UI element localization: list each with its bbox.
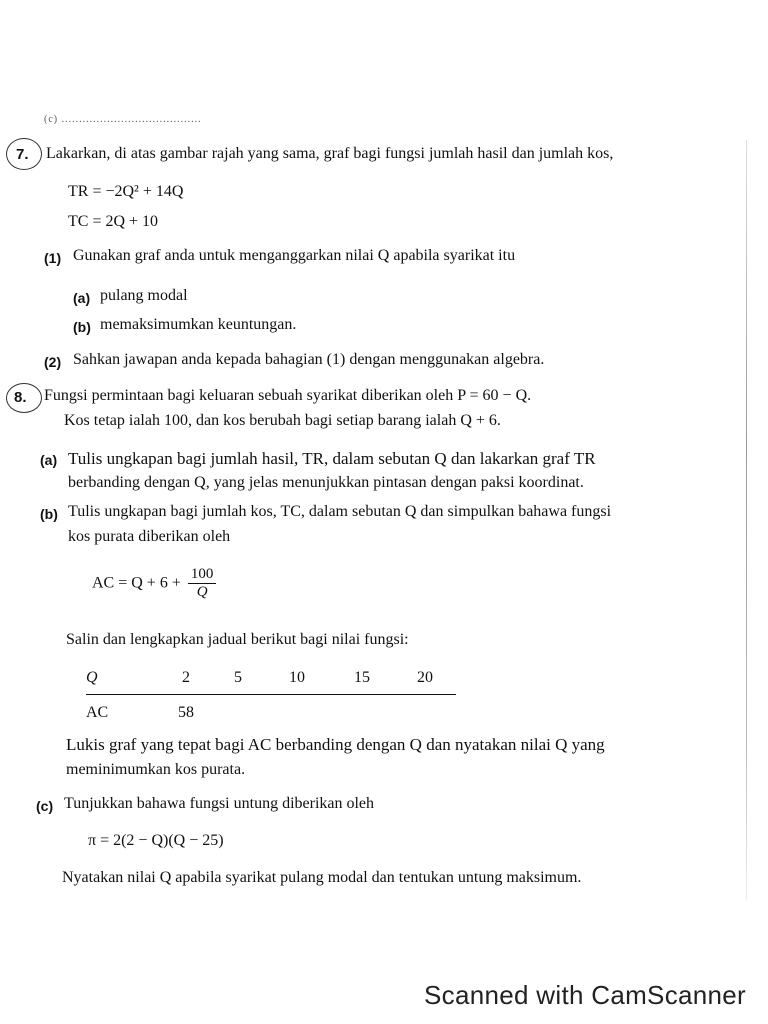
part-c-line-2: Nyatakan nilai Q apabila syarikat pulang modal dan tentukan untung maksimum. xyxy=(62,869,582,886)
camscanner-watermark: Scanned with CamScanner xyxy=(424,980,746,1010)
table-ac-value xyxy=(394,695,456,728)
table-intro: Salin dan lengkapkan jadual berikut bagi nilai fungsi: xyxy=(66,631,409,648)
part-a-line-1: Tulis ungkapan bagi jumlah hasil, TR, dalam sebutan Q dan lakarkan graf TR xyxy=(68,449,596,468)
page-edge-shadow xyxy=(746,140,747,900)
question-7-text: Lakarkan, di atas gambar rajah yang sama, graf bagi fungsi jumlah hasil dan jumlah kos, xyxy=(46,145,614,162)
sub-b-text: memaksimumkan keuntungan. xyxy=(100,316,297,333)
table-q-value: 5 xyxy=(212,664,264,695)
tr-equation: TR = −2Q² + 14Q xyxy=(68,183,184,200)
table-ac-label: AC xyxy=(86,704,109,721)
part-b-after-line-1: Lukis graf yang tepat bagi AC berbanding dengan Q dan nyatakan nilai Q yang xyxy=(66,735,605,754)
table-header-row xyxy=(86,664,456,695)
question-8-number: 8. xyxy=(14,389,27,406)
part-a-line-2: berbanding dengan Q, yang jelas menunjukkan pintasan dengan paksi koordinat. xyxy=(68,474,584,491)
ac-fraction-numerator: 100 xyxy=(188,566,217,584)
sub-a-text: pulang modal xyxy=(100,287,188,304)
question-8-line-2: Kos tetap ialah 100, dan kos berubah bagi setiap barang ialah Q + 6. xyxy=(64,412,501,429)
part-c-line-1: Tunjukkan bahawa fungsi untung diberikan oleh xyxy=(64,795,375,812)
ac-fraction xyxy=(188,566,217,601)
part-b-label: (b) xyxy=(40,506,58,522)
table-ac-value xyxy=(264,695,330,728)
sub-b-label: (b) xyxy=(73,319,91,335)
ac-formula-lhs: AC = Q + 6 + xyxy=(92,574,181,592)
part-2-label: (2) xyxy=(44,354,62,370)
ac-formula xyxy=(92,566,216,601)
table-q-value: 2 xyxy=(160,664,212,695)
part-c-label: (c) xyxy=(36,798,54,814)
table-q-value: 15 xyxy=(330,664,394,695)
part-1-label: (1) xyxy=(44,250,62,266)
question-7-number: 7. xyxy=(16,146,29,163)
part-b-after-line-2: meminimumkan kos purata. xyxy=(66,761,246,778)
table-q-value: 20 xyxy=(394,664,456,695)
table-ac-value: 58 xyxy=(178,704,194,721)
ac-table xyxy=(86,664,456,727)
profit-equation: π = 2(2 − Q)(Q − 25) xyxy=(88,832,224,849)
part-2-text: Sahkan jawapan anda kepada bahagian (1) dengan menggunakan algebra. xyxy=(73,351,545,368)
question-8-line-1: Fungsi permintaan bagi keluaran sebuah syarikat diberikan oleh P = 60 − Q. xyxy=(44,387,532,404)
tc-equation: TC = 2Q + 10 xyxy=(68,213,159,230)
table-ac-row xyxy=(86,695,456,728)
table-q-label: Q xyxy=(86,664,160,695)
sub-a-label: (a) xyxy=(73,290,91,306)
part-b-line-1: Tulis ungkapan bagi jumlah kos, TC, dalam sebutan Q dan simpulkan bahawa fungsi xyxy=(68,503,612,520)
part-b-line-2: kos purata diberikan oleh xyxy=(68,528,231,545)
table-ac-value xyxy=(212,695,264,728)
part-a-label: (a) xyxy=(40,452,58,468)
table-q-value: 10 xyxy=(264,664,330,695)
table-ac-value xyxy=(330,695,394,728)
cutoff-previous-line: (c) ........................................ xyxy=(44,114,202,124)
part-1-text: Gunakan graf anda untuk menganggarkan nilai Q apabila syarikat itu xyxy=(73,247,516,264)
ac-fraction-denominator: Q xyxy=(196,584,208,600)
